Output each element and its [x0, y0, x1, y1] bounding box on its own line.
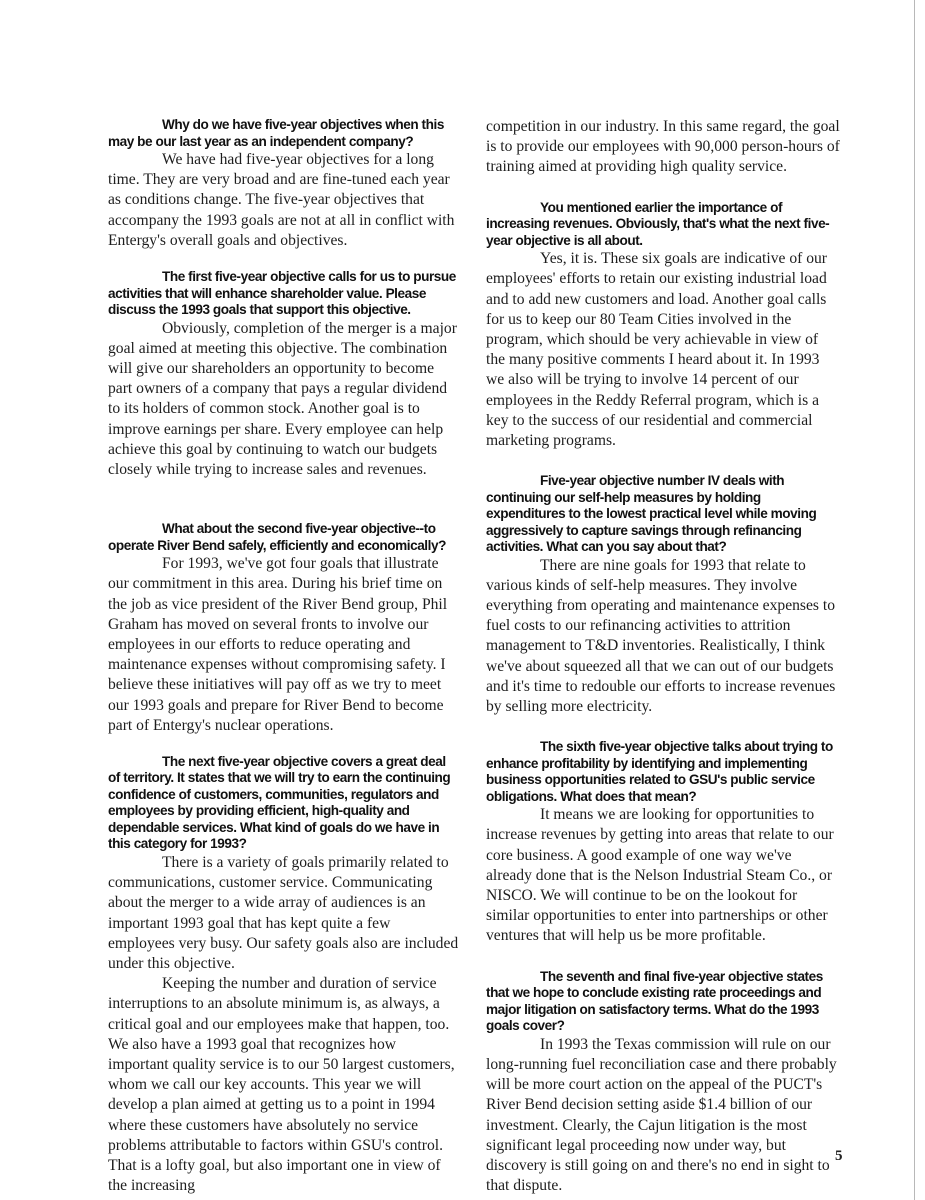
- answer-paragraph: There is a variety of goals primarily related to communications, customer service. Communicating about the merger to a wide array of audiences is an important 1993 goal that has kept quite a few employees very busy. Our safety goals also are included under this objective.: [108, 853, 459, 972]
- question-heading: Why do we have five-year objectives when this may be our last year as an independent company?: [108, 117, 444, 149]
- answer-paragraph: For 1993, we've got four goals that illustrate our commitment in this area. During his brief time on the job as vice president of the River Bend group, Phil Graham has moved on several fronts to involve our employees in our efforts to reduce operating and maintenance expenses without compromising safety. I believe these initiatives will pay off as we try to meet our 1993 goals and prepare for River Bend to become part of Entergy's nuclear operations.: [108, 555, 448, 734]
- page-edge-line: [914, 0, 915, 1200]
- answer-paragraph: Keeping the number and duration of service interruptions to an absolute minimum is, as always, a critical goal and our employees make that happen, too. We also have a 1993 goal that recognizes how important quality service is to our 50 largest customers, whom we call our key accounts. This year we will develop a plan aimed at getting us to a point in 1994 where these customers have absolutely no service problems attributable to factors within GSU's control. That is a lofty goal, but also important one in view of the increasing: [108, 975, 455, 1195]
- question-heading: You mentioned earlier the importance of increasing revenues. Obviously, that's what the next five-year objective is all about.: [486, 199, 830, 248]
- answer-paragraph: It means we are looking for opportunities to increase revenues by getting into areas that relate to our core business. A good example of one way we've already done that is the Nelson Industrial Steam Co., or NISCO. We will continue to be on the lookout for similar opportunities to enter into partnerships or other ventures that will help us be more profitable.: [486, 806, 834, 945]
- page-number: 5: [835, 1148, 843, 1164]
- right-column: [486, 117, 841, 1196]
- answer-paragraph: Obviously, completion of the merger is a major goal aimed at meeting this objective. The combination will give our shareholders an opportunity to become part owners of a company that pays a regular dividend to its holders of common stock. Another goal is to improve earnings per share. Every employee can help achieve this goal by continuing to watch our budgets closely while trying to increase sales and revenues.: [108, 319, 457, 478]
- question-heading: What about the second five-year objective--to operate River Bend safely, efficiently and economically?: [108, 521, 446, 553]
- continued-paragraph: competition in our industry. In this same regard, the goal is to provide our employees with 90,000 person-hours of training aimed at providing high quality service.: [486, 118, 840, 176]
- answer-paragraph: In 1993 the Texas commission will rule on our long-running fuel reconciliation case and there probably will be more court action on the appeal of the PUCT's River Bend decision setting aside $1.4 billion of our investment. Clearly, the Cajun litigation is the most significant legal proceeding now under way, but discovery is still going on and there's no end in sight to that dispute.: [486, 1035, 837, 1195]
- question-heading: The seventh and final five-year objective states that we hope to conclude existing rate proceedings and major litigation on satisfactory terms. What do the 1993 goals cover?: [486, 968, 823, 1034]
- left-column: [108, 117, 460, 1196]
- question-heading: The next five-year objective covers a great deal of territory. It states that we will try to earn the continuing confidence of customers, communities, regulators and employees by providing efficient, high-quality and dependable services. What kind of goals do we have in this category for 1993?: [108, 753, 451, 852]
- question-heading: The sixth five-year objective talks about trying to enhance profitability by identifying and implementing business opportunities related to GSU's public service obligations. What does that mean?: [486, 739, 833, 804]
- answer-paragraph: There are nine goals for 1993 that relate to various kinds of self-help measures. They involve everything from operating and maintenance expenses to fuel costs to our refinancing activities to attrition management to T&D inventories. Realistically, I think we've about squeezed all that we can out of our budgets and it's time to redouble our efforts to increase revenues by selling more electricity.: [486, 556, 836, 716]
- answer-paragraph: We have had five-year objectives for a long time. They are very broad and are fine-tuned each year as conditions change. The five-year objectives that accompany the 1993 goals are not at all in conflict with Entergy's overall goals and objectives.: [108, 151, 455, 249]
- question-heading: Five-year objective number IV deals with continuing our self-help measures by holding expenditures to the lowest practical level while moving aggressively to capture savings through refinancing activities. What can you say about that?: [486, 473, 817, 555]
- question-heading: The first five-year objective calls for us to pursue activities that will enhance shareholder value. Please discuss the 1993 goals that support this objective.: [108, 269, 456, 318]
- answer-paragraph: Yes, it is. These six goals are indicative of our employees' efforts to retain our existing industrial load and to add new customers and load. Another goal calls for us to keep our 80 Team Cities involved in the program, which should be very achievable in view of the many positive comments I heard about it. In 1993 we also will be trying to involve 14 percent of our employees in the Reddy Referral program, which is a key to the success of our residential and commercial marketing programs.: [486, 250, 827, 449]
